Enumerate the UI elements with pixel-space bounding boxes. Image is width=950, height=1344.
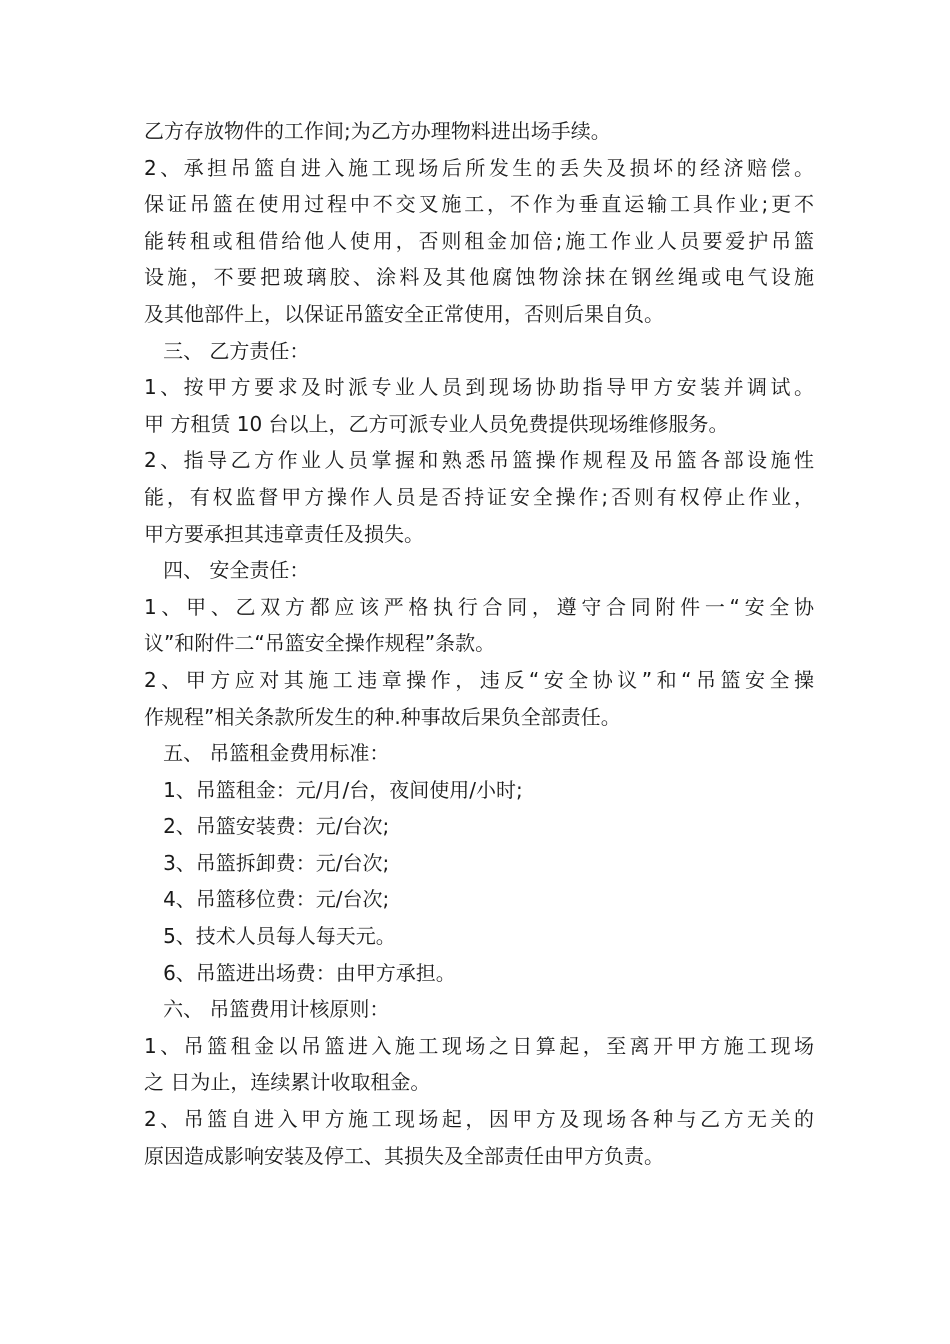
document-body <box>144 113 814 1174</box>
text-line: 2、甲方应对其施工违章操作，违反“安全协议”和“吊篮安全操 <box>144 667 814 692</box>
text-line: 保证吊篮在使用过程中不交叉施工，不作为垂直运输工具作业;更不 <box>144 192 814 217</box>
text-line: 设施，不要把玻璃胶、涂料及其他腐蚀物涂抹在钢丝绳或电气设施 <box>144 265 814 290</box>
text-line: 1、按甲方要求及时派专业人员到现场协助指导甲方安装并调试。 <box>144 375 814 400</box>
text-line: 4、吊篮移位费：元/台次; <box>144 887 390 912</box>
text-line: 6、吊篮进出场费：由甲方承担。 <box>144 960 456 985</box>
text-line: 乙方存放物件的工作间;为乙方办理物料进出场手续。 <box>144 119 611 143</box>
section-heading: 六、 吊篮费用计核原则： <box>144 997 390 1022</box>
text-line: 1、甲、乙双方都应该严格执行合同，遵守合同附件一“安全协 <box>144 594 814 619</box>
section-heading: 五、 吊篮租金费用标准： <box>144 741 390 766</box>
text-line: 1、吊篮租金：元/月/台，夜间使用/小时; <box>144 777 523 802</box>
text-line: 1、吊篮租金以吊篮进入施工现场之日算起，至离开甲方施工现场 <box>144 1033 814 1058</box>
text-line: 2、承担吊篮自进入施工现场后所发生的丢失及损坏的经济赔偿。 <box>144 155 814 180</box>
text-line: 能，有权监督甲方操作人员是否持证安全操作;否则有权停止作业， <box>144 484 814 509</box>
text-line: 甲 方租赁 10 台以上，乙方可派专业人员免费提供现场维修服务。 <box>144 411 729 436</box>
text-line: 原因造成影响安装及停工、其损失及全部责任由甲方负责。 <box>144 1143 664 1168</box>
text-line: 2、吊篮自进入甲方施工现场起，因甲方及现场各种与乙方无关的 <box>144 1107 814 1132</box>
text-line: 2、吊篮安装费：元/台次; <box>144 814 390 839</box>
text-line: 能转租或租借给他人使用，否则租金加倍;施工作业人员要爱护吊篮 <box>144 228 814 253</box>
text-line: 3、吊篮拆卸费：元/台次; <box>144 850 390 875</box>
text-line: 2、指导乙方作业人员掌握和熟悉吊篮操作规程及吊篮各部设施性 <box>144 448 814 473</box>
text-line: 议”和附件二“吊篮安全操作规程”条款。 <box>144 631 496 656</box>
text-line: 及其他部件上，以保证吊篮安全正常使用，否则后果自负。 <box>144 301 664 326</box>
text-line: 甲方要承担其违章责任及损失。 <box>144 521 424 546</box>
section-heading: 三、 乙方责任： <box>144 338 310 363</box>
text-line: 5、技术人员每人每天元。 <box>144 924 396 949</box>
section-heading: 四、 安全责任： <box>144 558 310 583</box>
text-line: 作规程”相关条款所发生的种.种事故后果负全部责任。 <box>144 704 621 729</box>
text-line: 之 日为止，连续累计收取租金。 <box>144 1070 431 1095</box>
